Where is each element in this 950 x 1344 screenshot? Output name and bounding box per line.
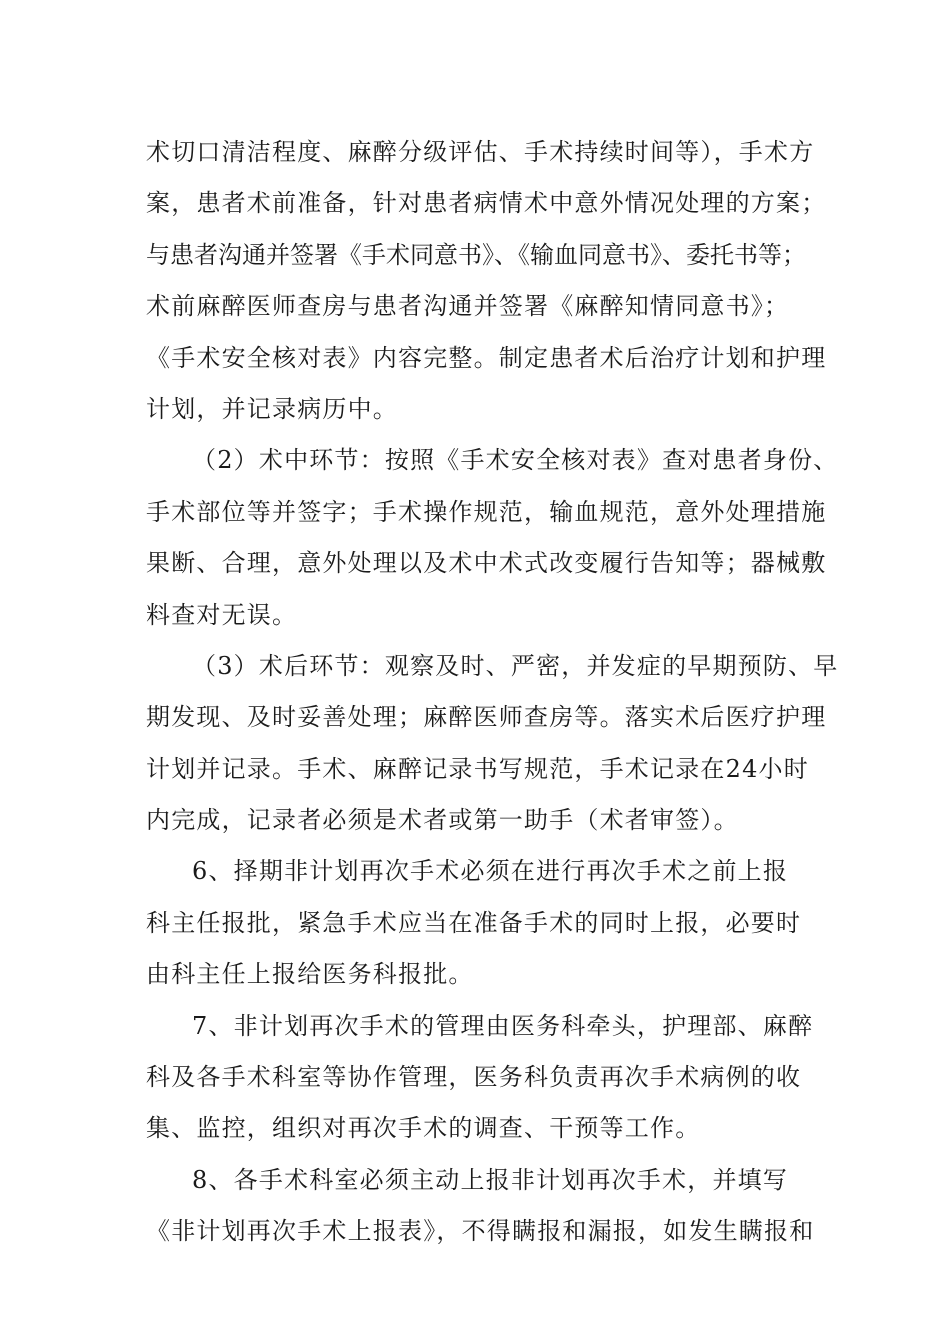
paragraph-start-line: （2）术中环节：按照《手术安全核对表》查对患者身份、 bbox=[192, 446, 839, 475]
text-line: 料查对无误。 bbox=[146, 600, 298, 629]
text-line: 科主任报批，紧急手术应当在准备手术的同时上报，必要时 bbox=[146, 908, 802, 937]
text-line: 期发现、及时妥善处理；麻醉医师查房等。落实术后医疗护理 bbox=[146, 703, 827, 732]
paragraph-start-line: （3）术后环节：观察及时、严密，并发症的早期预防、早 bbox=[192, 651, 839, 680]
text-line: 内完成，记录者必须是术者或第一助手（术者审签）。 bbox=[146, 806, 739, 835]
text-line: 由科主任上报给医务科报批。 bbox=[146, 960, 474, 989]
text-line: 术切口清洁程度、麻醉分级评估、手术持续时间等），手术方 bbox=[146, 138, 815, 166]
text-line: 《手术安全核对表》内容完整。制定患者术后治疗计划和护理 bbox=[146, 343, 827, 372]
text-line: 科及各手术科室等协作管理，医务科负责再次手术病例的收 bbox=[146, 1063, 802, 1092]
text-line: 集、监控，组织对再次手术的调查、干预等工作。 bbox=[146, 1114, 701, 1143]
text-line: 与患者沟通并签署《手术同意书》、《输血同意书》、委托书等； bbox=[146, 240, 806, 269]
paragraph-start-line: 7、非计划再次手术的管理由医务科牵头，护理部、麻醉 bbox=[192, 1011, 814, 1040]
document-body bbox=[146, 127, 839, 1258]
text-line: 计划，并记录病历中。 bbox=[146, 394, 398, 423]
paragraph-start-line: 8、各手术科室必须主动上报非计划再次手术，并填写 bbox=[192, 1165, 789, 1194]
text-line: 《非计划再次手术上报表》，不得瞒报和漏报，如发生瞒报和 bbox=[146, 1217, 815, 1246]
paragraph-start-line: 6、择期非计划再次手术必须在进行再次手术之前上报 bbox=[192, 857, 789, 886]
text-line: 计划并记录。手术、麻醉记录书写规范，手术记录在24小时 bbox=[146, 754, 809, 783]
text-line: 手术部位等并签字；手术操作规范，输血规范，意外处理措施 bbox=[146, 497, 827, 526]
text-line: 果断、合理，意外处理以及术中术式改变履行告知等；器械敷 bbox=[146, 549, 827, 578]
text-line: 案，患者术前准备，针对患者病情术中意外情况处理的方案； bbox=[146, 189, 827, 218]
text-line: 术前麻醉医师查房与患者沟通并签署《麻醉知情同意书》； bbox=[146, 292, 790, 321]
